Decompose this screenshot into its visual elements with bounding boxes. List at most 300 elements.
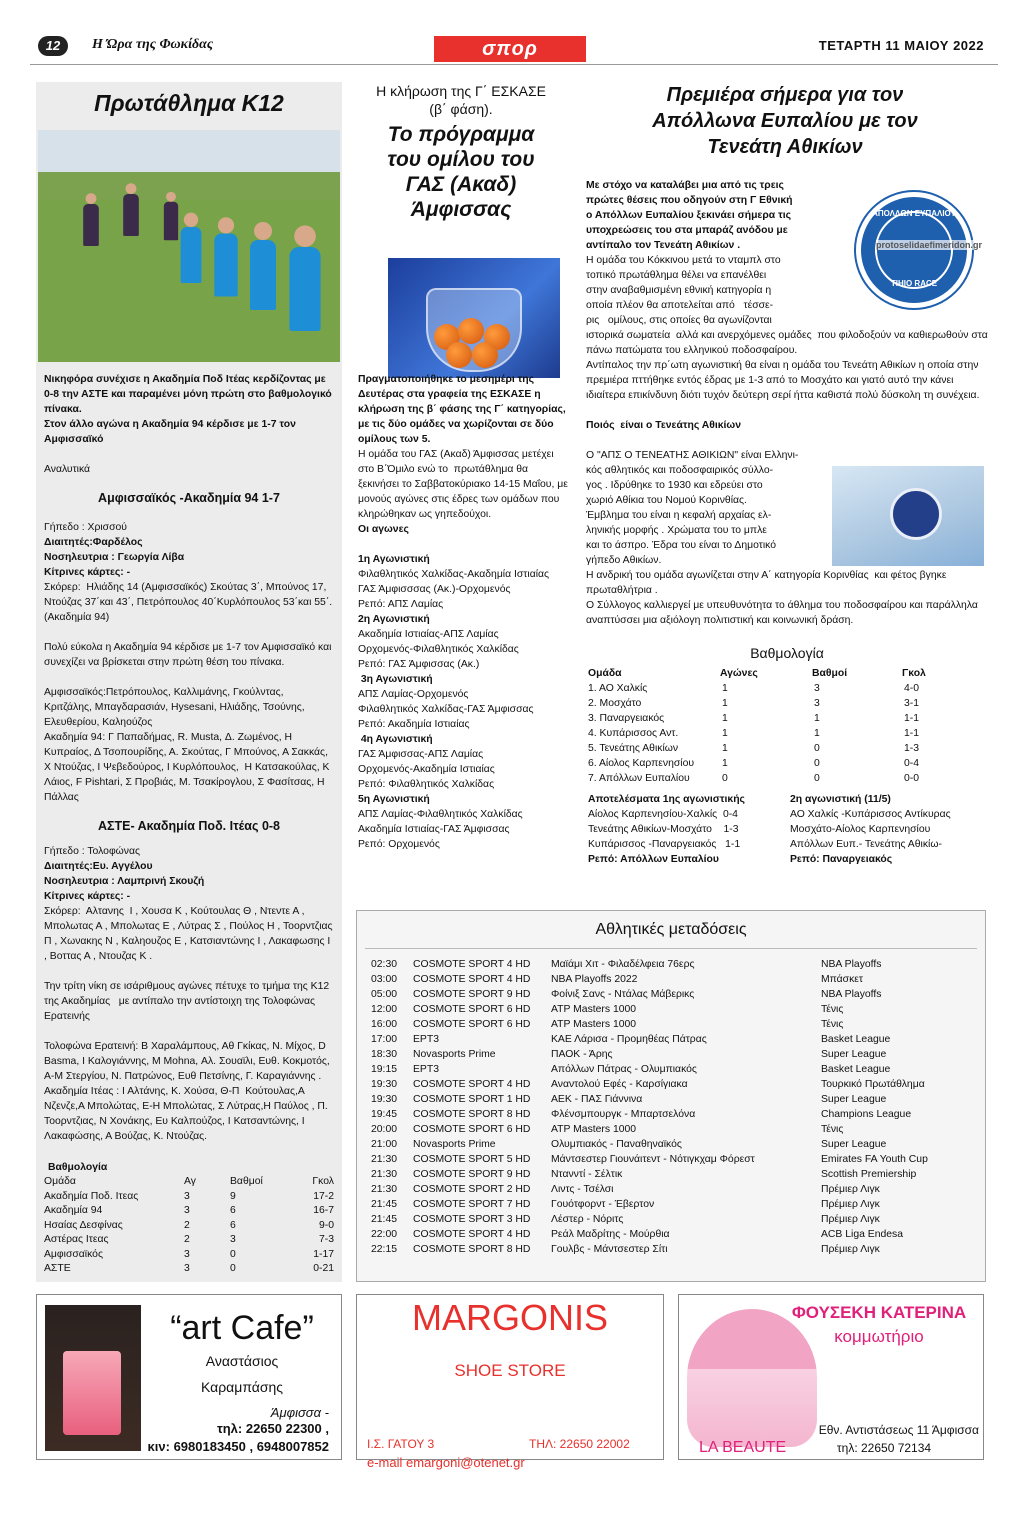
list-item: Ακαδημία Ιστιαίας-ΑΠΣ Λαμίας — [358, 629, 499, 640]
table-cell: COSMOTE SPORT 6 HD — [413, 1004, 531, 1015]
table-cell: COSMOTE SPORT 6 HD — [413, 1124, 531, 1135]
table-cell: Μάντσεστερ Γιουνάιτεντ - Νότιγκχαμ Φόρεστ — [551, 1154, 755, 1165]
table-cell: 7-3 — [318, 1234, 334, 1245]
player-figure — [181, 227, 202, 283]
margonis-name: MARGONIS — [411, 1297, 608, 1338]
eskase-p3: Οι αγωνες — [358, 524, 409, 535]
k12-intro: Στον άλλο αγώνα η Ακαδημία 94 κέρδισε με 1-7 τον Αμφισσαϊκό — [44, 419, 299, 445]
table-cell: Αναντολού Εφές - Καρσίγιακα — [551, 1079, 688, 1090]
table-cell: 22:15 — [371, 1244, 398, 1255]
match2-nurse: Νοσηλευτρια : Λαμπρινή Σκουζή — [44, 876, 205, 887]
tv-title: Αθλητικές μεταδόσεις — [365, 911, 977, 949]
table-row — [586, 741, 988, 756]
list-item: ΑΟ Χαλκίς -Κυπάρισσος Αντίκυρας — [790, 809, 951, 820]
table-cell: Τένις — [821, 1019, 844, 1030]
table-cell: 1 — [722, 683, 728, 694]
apollon-p3: Αντίπαλος την πρ΄ωτη αγωνιστική θα είναι η ομάδα του Τενεάτη Αθικίων η οποία στην πρεμιέρα πττήθηκε εντός έδρας με 1-3 από το Μοσχάτο και γιατό αυτό την κάνει ιδιαίτερα επικίνδυνη διότι τυχόν δεύτερη σερί ήττα καθιστά πολύ δύσκολη τη συνέχεια. — [586, 360, 982, 401]
list-item: Ορχομενός-Φιλαθλητικός Χαλκίδας — [358, 644, 519, 655]
round-block — [358, 552, 568, 612]
table-cell: Champions League — [821, 1109, 912, 1120]
art-city: Άμφισσα - — [270, 1405, 329, 1420]
table-header — [586, 666, 988, 681]
eskase-kicker: Η κλήρωση της Γ΄ ΕΣΚΑΣΕ (β΄ φάση). — [376, 83, 546, 117]
results-repo: Ρεπό: Απόλλων Ευπαλίου — [588, 854, 719, 865]
table-cell: 3. Παναργειακός — [588, 713, 665, 724]
table-cell: 21:30 — [371, 1154, 398, 1165]
table-cell: 1 — [814, 728, 820, 739]
table-cell: NBA Playoffs — [821, 959, 882, 970]
match2-title: ΑΣΤΕ- Ακαδημία Ποδ. Ιτέας 0-8 — [97, 819, 281, 833]
table-cell: 0 — [814, 758, 820, 769]
table-row — [357, 1167, 985, 1182]
table-cell: 1-1 — [904, 728, 920, 739]
table-row — [357, 1137, 985, 1152]
eskase-body — [358, 372, 571, 852]
tv-rows — [357, 949, 985, 1257]
issue-date: ΤΕΤΑΡΤΗ 11 ΜΑΙΟΥ 2022 — [818, 38, 984, 53]
round-block — [358, 732, 568, 792]
logo-subtext: ΤΙΗΙΟ RACE — [890, 279, 938, 288]
apollon-standings-table — [586, 666, 988, 786]
match1-nurse: Νοσηλευτρια : Γεωργία Λίβα — [44, 552, 185, 563]
list-item: Τενεάτης Αθικίων-Μοσχάτο 1-3 — [588, 824, 739, 835]
table-cell: Super League — [821, 1094, 887, 1105]
round-block — [358, 612, 568, 672]
table-cell: 20:00 — [371, 1124, 398, 1135]
table-row — [586, 711, 988, 726]
table-cell: Λιντς - Τσέλσι — [551, 1184, 614, 1195]
ad-art-cafe — [36, 1294, 342, 1460]
table-cell: Λέστερ - Νόριτς — [551, 1214, 624, 1225]
table-cell: COSMOTE SPORT 9 HD — [413, 1169, 531, 1180]
table-cell: 3-1 — [904, 698, 920, 709]
list-item: Ρεπό: ΑΠΣ Λαμίας — [358, 599, 444, 610]
table-cell: Γκολ — [902, 668, 926, 679]
table-cell: 3 — [184, 1190, 190, 1202]
table-row — [357, 1077, 985, 1092]
table-cell: COSMOTE SPORT 9 HD — [413, 989, 531, 1000]
table-cell: COSMOTE SPORT 4 HD — [413, 974, 531, 985]
margonis-address: Ι.Σ. ΓΑΤΟΥ 3 — [367, 1437, 435, 1451]
table-cell: 19:15 — [371, 1064, 398, 1075]
table-cell: 2 — [184, 1219, 190, 1231]
player-figure — [164, 202, 178, 241]
table-cell: 9-0 — [318, 1219, 334, 1231]
table-row — [357, 1212, 985, 1227]
match1-title: Αμφισσαϊκός -Ακαδημία 94 1-7 — [98, 491, 280, 505]
fouseki-phone: τηλ: 22650 72134 — [836, 1441, 932, 1455]
table-cell: 0-0 — [904, 773, 920, 784]
match2-yellow: Κίτρινες κάρτες: - — [44, 891, 131, 902]
table-row — [44, 1248, 334, 1263]
match2-lineup-a: Τολοφώνα Ερατεινή: Β Χαραλάμπους, Αθ Γκίκας, Ν. Μίχος, D Basma, Ι Καλογιάννης, Μ Mohna, Αλ. Σουαϊλι, Ευθ. Κοκμοτός, Α-Μ Στεργίου, Ν. Πατρώνος, Ευθ Πετσίνης, Γ. Καραγιάννης . — [44, 1041, 333, 1082]
table-cell: ΠΑΟΚ - Άρης — [551, 1049, 613, 1060]
fouseki-sub: κομμωτήριο — [834, 1327, 924, 1346]
apollon-p7: Ο Σύλλογος καλλιεργεί με υπευθυνότητα το άθλημα του ποδοσφαίρου και παράλληλα αναπτύσσει μια αξιόλογη πολιτιστική και κοινωνική δράση. — [586, 600, 981, 626]
table-cell: Μαϊάμι Χιτ - Φιλαδέλφεια 76ερς — [551, 959, 695, 970]
round-title: 2η Αγωνιστική — [358, 614, 430, 625]
table-cell: Γκολ — [312, 1176, 334, 1187]
match1-lineup-a: Αμφισσαϊκός:Πετρόπουλος, Καλλιμάνης, Γκούλντας, Κριτζάλης, Μπαγδαρασιάν, Hysesani, Ηλιάδης, Τσούνης, Ελευθερίου, Καληούζος — [44, 687, 308, 728]
next-round-title: 2η αγωνιστική (11/5) — [790, 794, 891, 805]
logo-text: ΑΠΟΛΛΩΝ ΕΥΠΑΛΙΟΥ — [872, 209, 956, 218]
table-cell: 3 — [184, 1205, 190, 1216]
table-cell: Πρέμιερ Λιγκ — [821, 1244, 880, 1255]
match1-scorers: Σκόρερ: Ηλιάδης 14 (Αμφισσαϊκός) Σκούτας 3΄, Μπούνος 17, Ντούζας 37΄και 43΄, Πετρόπουλος 40΄Κυρλόπουλος 53΄και 55΄.(Ακαδημία 94) — [44, 582, 333, 623]
table-cell: COSMOTE SPORT 6 HD — [413, 1019, 531, 1030]
k12-title: Πρωτάθλημα Κ12 — [94, 90, 284, 116]
margonis-sub: SHOE STORE — [454, 1361, 566, 1380]
fouseki-brand: LA BEAUTE — [699, 1439, 787, 1456]
header-divider — [30, 64, 998, 65]
table-cell: 6. Αίολος Καρπενησίου — [588, 758, 695, 769]
list-item: Αίολος Καρπενησίου-Χαλκίς 0-4 — [588, 809, 738, 820]
table-cell: Super League — [821, 1049, 887, 1060]
eskase-p2: Η ομάδα του ΓΑΣ (Ακαδ) Άμφισσας μετέχει στο Β΄Όμιλο ενώ το πρωτάθλημα θα ξεκινήσει το Σαββατοκύριακο 14-15 Μαΐου, με μονούς αγώνες στις έδρες των ομάδων που κληρώθηκαν ως γηπεδούχοι. — [358, 449, 571, 520]
match2-text: Την τρίτη νίκη σε ισάριθμους αγώνες πέτυχε το τμήμα της Κ12 της Ακαδημίας με αντίπαλο την αντίστοιχη της Τολοφώνας Ερατεινής — [44, 981, 333, 1022]
table-cell: ΕΡΤ3 — [413, 1034, 439, 1045]
art-owner-last: Καραμπάσης — [200, 1379, 284, 1395]
table-cell: Αγ — [184, 1176, 196, 1187]
table-cell: Ακαδημία 94 — [44, 1205, 103, 1216]
art-cafe-name: “art Cafe” — [170, 1309, 314, 1347]
table-cell: COSMOTE SPORT 2 HD — [413, 1184, 531, 1195]
table-cell: Γουλβς - Μάντσεστερ Σίτι — [551, 1244, 668, 1255]
match2-scorers: Σκόρερ: Αλτανης Ι , Χουσα Κ , Κούτουλας Θ , Ντεντε Α , Μπολωτας Α , Μπολωτας Ε , Λύτρας Σ , Πούλος Η , Τοορντζιας Π , Χωνακης Ν , Καληουζος Ε , Κατσιαντώνης Ι , Λακαφωσης Ι , Βοττας Α , Ντουζας Κ . — [44, 906, 336, 962]
table-cell: 7. Απόλλων Ευπαλίου — [588, 773, 690, 784]
list-item: Μοσχάτο-Αίολος Καρπενησίου — [790, 824, 931, 835]
table-cell: 0 — [722, 773, 728, 784]
list-item: ΑΠΣ Λαμίας-Ορχομενός — [358, 689, 469, 700]
list-item: Απόλλων Ευπ.- Τενεάτης Αθικίω- — [790, 839, 942, 850]
table-cell: 17-2 — [313, 1190, 334, 1202]
table-cell: 21:30 — [371, 1169, 398, 1180]
table-cell: ATP Masters 1000 — [551, 1019, 637, 1030]
table-row — [586, 771, 988, 786]
tv-listings — [356, 910, 986, 1282]
table-cell: ATP Masters 1000 — [551, 1004, 637, 1015]
table-cell: 4-0 — [904, 683, 920, 694]
table-row — [586, 696, 988, 711]
table-cell: Ομάδα — [44, 1176, 76, 1187]
match2-lineup-b: Ακαδημία Ιτέας : Ι Αλτάνης, Κ. Χούσα, Θ-Π Κούτουλας,Α Νζενζε,Α Μπολώτας, Ε-Η Μπολώτας, Σ Λύτρας,Η Παύλος , Π. Τοορντζιας, Ν Χονάκης, Ευ Καλπούζος, Ι Κατσαντώνης, Ι Λακαφώσης, Α Βούζας, Κ. Ντούζας. — [44, 1086, 331, 1142]
list-item: Ρεπό: Φιλαθλητικός Χαλκίδας — [358, 779, 495, 790]
k12-intro: Νικηφόρα συνέχισε η Ακαδημία Ποδ Ιτέας κερδίζοντας με 0-8 την ΑΣΤΕ και παραμένει μόνη πρώτη στο βαθμολογικό πίνακα. — [44, 374, 335, 415]
player-figure — [214, 234, 237, 297]
basketball-icon — [446, 342, 472, 368]
table-cell: COSMOTE SPORT 1 HD — [413, 1094, 531, 1105]
table-cell: Τένις — [821, 1004, 844, 1015]
list-item: Φιλαθλητικός Χαλκίδας-ΓΑΣ Άμφισσας — [358, 704, 534, 715]
table-cell: COSMOTE SPORT 3 HD — [413, 1214, 531, 1225]
table-row — [357, 957, 985, 972]
table-cell: 12:00 — [371, 1004, 398, 1015]
table-cell: 3 — [184, 1248, 190, 1260]
table-cell: 3 — [184, 1263, 190, 1274]
table-cell: 02:30 — [371, 959, 398, 970]
k12-body — [44, 372, 334, 1277]
table-row — [357, 1227, 985, 1242]
table-cell: 6 — [230, 1205, 236, 1216]
basketball-icon — [458, 318, 484, 344]
art-phone: τηλ: 22650 22300 , — [216, 1421, 329, 1436]
table-cell: 16:00 — [371, 1019, 398, 1030]
match2-referee: Διαιτητές:Ευ. Αγγέλου — [44, 861, 153, 872]
table-cell: Αστέρας Ιτεας — [44, 1234, 109, 1245]
list-item: Ρεπό: Ορχομενός — [358, 839, 440, 850]
table-cell: Ολυμπιακός - Παναθηναϊκός — [551, 1139, 682, 1150]
table-cell: 0-4 — [904, 758, 920, 769]
table-row — [44, 1219, 334, 1234]
table-cell: 21:30 — [371, 1184, 398, 1195]
round-title: 5η Αγωνιστική — [358, 794, 430, 805]
table-cell: 21:00 — [371, 1139, 398, 1150]
table-cell: 17:00 — [371, 1034, 398, 1045]
table-cell: 6 — [230, 1219, 236, 1231]
next-round-repo: Ρεπό: Παναργειακός — [790, 854, 893, 865]
k12-standings-title: Βαθμολογία — [48, 1162, 108, 1173]
list-item: Ορχομενός-Ακαδημία Ιστιαίας — [358, 764, 495, 775]
newspaper-name: Η Ώρα της Φωκίδας — [92, 37, 214, 52]
table-cell: 16-7 — [313, 1205, 334, 1216]
table-cell: 0 — [814, 773, 820, 784]
table-cell: 1-3 — [904, 743, 920, 754]
table-cell: ΚΑΕ Λάρισα - Προμηθέας Πάτρας — [551, 1034, 707, 1045]
table-cell: 9 — [230, 1190, 236, 1202]
art-mobile: κιν: 6980183450 , 6948007852 — [147, 1439, 329, 1454]
next-round-block — [790, 792, 990, 867]
table-cell: 1. ΑΟ Χαλκίς — [588, 683, 648, 694]
margonis-email: e-mail emargoni@otenet.gr — [367, 1455, 525, 1470]
apollon-standings-title: Βαθμολογία — [750, 645, 824, 661]
table-cell: Μπάσκετ — [821, 974, 864, 985]
table-header — [44, 1175, 334, 1190]
table-cell: 2. Μοσχάτο — [588, 698, 642, 709]
table-cell: Πρέμιερ Λιγκ — [821, 1214, 880, 1225]
eskase-article — [356, 82, 571, 850]
cocktail-glass — [63, 1351, 121, 1435]
table-cell: COSMOTE SPORT 5 HD — [413, 1154, 531, 1165]
eskase-p1: Πραγματοποιήθηκε το μεσημέρι της Δευτέρας στα γραφεία της ΕΣΚΑΣΕ η κλήρωση της β΄ φάσης της Γ΄ κατηγορίας, με τις δύο ομάδες να χωρίζονται σε δύο ομίλους των 5. — [358, 374, 569, 445]
table-cell: COSMOTE SPORT 8 HD — [413, 1244, 531, 1255]
table-cell: Τουρκικό Πρωτάθλημα — [821, 1079, 925, 1090]
table-cell: NBA Playoffs — [821, 989, 882, 1000]
rounds-block — [586, 792, 988, 868]
table-row — [357, 1062, 985, 1077]
table-cell: Ακαδημία Ποδ. Ιτεας — [44, 1190, 139, 1202]
watermark: protoselidaefimeridon.gr — [876, 240, 983, 250]
table-cell: 1 — [722, 728, 728, 739]
table-row — [357, 1092, 985, 1107]
table-cell: COSMOTE SPORT 4 HD — [413, 959, 531, 970]
table-cell: 1-17 — [313, 1248, 334, 1260]
apollon-p5: Έμβλημα του είναι η κεφαλή αρχαίας ελ- ληνικής μορφής . Χρώματα του το μπλε και το άσπρο. Έδρα του είναι το Δημοτικό γήπεδο Αθικίων. — [586, 510, 776, 566]
table-cell: Πρέμιερ Λιγκ — [821, 1199, 880, 1210]
round-block — [358, 792, 568, 852]
page-number: 12 — [38, 36, 68, 56]
table-cell: Ντανντί - Σέλτικ — [551, 1169, 623, 1180]
table-cell: 3 — [814, 683, 820, 694]
list-item: Φιλαθλητικός Χαλκίδας-Ακαδημία Ιστιαίας — [358, 569, 550, 580]
table-row — [357, 1152, 985, 1167]
table-cell: 5. Τενεάτης Αθικίων — [588, 743, 679, 754]
table-cell: Τένις — [821, 1124, 844, 1135]
round-title: 4η Αγωνιστική — [358, 734, 433, 745]
table-cell: 19:30 — [371, 1094, 398, 1105]
table-cell: 0-21 — [313, 1263, 334, 1274]
table-row — [357, 1002, 985, 1017]
table-cell: Ομάδα — [588, 668, 622, 679]
table-cell: Ησαίας Δεσφίνας — [44, 1219, 123, 1231]
player-figure — [250, 240, 276, 310]
table-cell: Scottish Premiership — [821, 1169, 917, 1180]
k12-photo — [38, 130, 340, 362]
table-cell: 1 — [722, 698, 728, 709]
table-cell: NBA Playoffs 2022 — [551, 974, 638, 985]
apollon-body — [586, 178, 991, 868]
basketball-icon — [472, 342, 498, 368]
apollon-article — [584, 82, 991, 865]
table-cell: COSMOTE SPORT 4 HD — [413, 1229, 531, 1240]
section-label: σπορ — [434, 36, 586, 62]
table-cell: Emirates FA Youth Cup — [821, 1154, 928, 1165]
table-cell: 21:45 — [371, 1199, 398, 1210]
table-row — [586, 726, 988, 741]
table-row — [44, 1204, 334, 1219]
table-row — [357, 1017, 985, 1032]
table-cell: Φλένσμπουργκ - Μπαρτσελόνα — [551, 1109, 696, 1120]
table-cell: Βαθμοί — [230, 1176, 263, 1187]
table-cell: 1-1 — [904, 713, 920, 724]
table-cell: COSMOTE SPORT 4 HD — [413, 1079, 531, 1090]
round-title: 1η Αγωνιστική — [358, 554, 430, 565]
player-figure — [83, 204, 99, 246]
cocktail-photo — [45, 1305, 141, 1451]
apollon-who: Ποιός είναι ο Τενεάτης Αθικίων — [586, 420, 741, 431]
table-cell: 03:00 — [371, 974, 398, 985]
table-cell: 0 — [230, 1248, 236, 1260]
table-cell: Φοίνιξ Σανς - Ντάλας Μάβερικς — [551, 989, 695, 1000]
list-item: Κυπάρισσος -Παναργειακός 1-1 — [588, 839, 741, 850]
table-row — [586, 681, 988, 696]
apollon-p2b: ιστορικά σωματεία αλλά και ανερχόμενες ομάδες που φιλοδοξούν να καθιερωθούν στα πάνω πατώματα του ελληνικού ποδοσφαίρου. — [586, 330, 991, 356]
table-cell: Ρεάλ Μαδρίτης - Μούρθια — [551, 1229, 670, 1240]
table-cell: Novasports Prime — [413, 1049, 496, 1060]
table-row — [357, 1182, 985, 1197]
apollon-title: Πρεμιέρα σήμερα για τον Απόλλωνα Ευπαλίου με τον Τενεάτη Αθικίων — [652, 84, 918, 158]
table-cell: Γουότφορντ - Έβερτον — [551, 1199, 655, 1210]
list-item: ΓΑΣ Άμφισσσας (Ακ.)-Ορχομενός — [358, 584, 511, 595]
table-cell: Basket League — [821, 1034, 891, 1045]
apollon-p2: Η ομάδα του Κόκκινου μετά το νταμπλ στο τοπικό πρωτάθλημα θέλει να επανέλθει στην αναβαθμισμένη εθνική κατηγορία η οποία πλέον θα αποτελείται από τέσσε- ρις ομίλους, στις οποίες θα αγωνίζονται — [586, 255, 781, 326]
table-cell: ACB Liga Endesa — [821, 1229, 904, 1240]
table-cell: 0 — [814, 743, 820, 754]
list-item: Ακαδημία Ιστιαίας-ΓΑΣ Άμφισσας — [358, 824, 510, 835]
match1-text: Πολύ εύκολα η Ακαδημία 94 κέρδισε με 1-7 τον Αμφισσαϊκό και συνεχίζει να βρίσκεται στην πρώτη θέση του πίνακα. — [44, 642, 335, 668]
match2-stadium: Γήπεδο : Τολοφώνας — [44, 846, 141, 857]
table-row — [357, 1242, 985, 1257]
table-cell: ATP Masters 1000 — [551, 1124, 637, 1135]
apollon-p6: Η ανδρική του ομάδα αγωνίζεται στην Α΄ κατηγορία Κορινθίας και φέτος βγηκε πρωταθλήτρια . — [586, 570, 950, 596]
match1-yellow: Κίτρινες κάρτες: - — [44, 567, 131, 578]
margonis-phone: ΤΗΛ: 22650 22002 — [529, 1437, 630, 1451]
player-figure — [123, 194, 139, 236]
match1-lineup-b: Ακαδημία 94: Γ Παπαδήμας, R. Musta, Δ. Ζωμένος, Η Κυπραίος, Δ Τσοπουρίδης, Α. Σκούτας, Γ Μπούνος, Α Σακκάς, Χ Ντούζας, Ι Ψεβεδούρος, Ι Κυρλόπουλος, Η Κατσακούλας, Κ Λάιος, F Pishtari, Σ Προβιάς, Μ. Τσακίρογλου, Σ Φασίτσας, Η Πάλλας — [44, 732, 332, 803]
table-cell: 2 — [184, 1234, 190, 1245]
fouseki-name: ΦΟΥΣΕΚΗ ΚΑΤΕΡΙΝΑ — [791, 1303, 967, 1322]
k12-article — [36, 82, 342, 1282]
table-cell: COSMOTE SPORT 7 HD — [413, 1199, 531, 1210]
eskase-title: Το πρόγραμμα του ομίλου του ΓΑΣ (Ακαδ) Άμφισσας — [387, 123, 535, 221]
table-cell: 22:00 — [371, 1229, 398, 1240]
results-title: Αποτελέσματα 1ης αγωνιστικής — [588, 794, 745, 805]
list-item: Ρεπό: Ακαδημία Ιστιαίας — [358, 719, 470, 730]
table-cell: 1 — [722, 758, 728, 769]
player-figure — [289, 247, 320, 331]
table-cell: ΑΕΚ - ΠΑΣ Γιάννινα — [551, 1094, 643, 1105]
table-cell: ΑΣΤΕ — [44, 1263, 71, 1274]
list-item: ΓΑΣ Άμφισσας-ΑΠΣ Λαμίας — [358, 749, 484, 760]
round-title: 3η Αγωνιστική — [358, 674, 433, 685]
table-cell: Απόλλων Πάτρας - Ολυμπιακός — [551, 1064, 697, 1075]
table-cell: 0 — [230, 1263, 236, 1274]
table-row — [357, 1047, 985, 1062]
k12-analytika: Αναλυτικά — [44, 464, 91, 475]
ad-margonis — [356, 1294, 664, 1470]
art-owner-first: Αναστάσιος — [205, 1353, 279, 1369]
table-row — [357, 1032, 985, 1047]
table-row — [44, 1190, 334, 1205]
table-row — [357, 1107, 985, 1122]
table-cell: Super League — [821, 1139, 887, 1150]
apollon-p4: Ο "ΑΠΣ Ο ΤΕΝΕΑΤΗΣ ΑΘΙΚΙΩΝ" είναι Ελληνι- κός αθλητικός και ποδοσφαιρικός σύλλο- γος . Ιδρύθηκε το 1930 και εδρεύει στο χωριό Αθίκια του Νομού Κορινθίας. — [586, 450, 799, 506]
table-cell: 1 — [814, 713, 820, 724]
draw-photo — [388, 258, 560, 378]
k12-standings-table — [44, 1175, 334, 1277]
table-cell: 1 — [722, 713, 728, 724]
round-block — [358, 672, 568, 732]
table-row — [357, 987, 985, 1002]
table-row — [357, 1122, 985, 1137]
results-block — [588, 792, 788, 867]
table-cell: COSMOTE SPORT 8 HD — [413, 1109, 531, 1120]
list-item: ΑΠΣ Λαμίας-Φιλαθλητικός Χαλκίδας — [358, 809, 523, 820]
match1-referee: Διαιτητές:Φαρδέλος — [44, 537, 143, 548]
table-cell: 18:30 — [371, 1049, 398, 1060]
fouseki-address: Εθν. Αντιστάσεως 11 Άμφισσα — [818, 1423, 979, 1437]
table-cell: 4. Κυπάρισσος Αντ. — [588, 728, 679, 739]
draw-bowl — [426, 288, 522, 372]
table-cell: 19:30 — [371, 1079, 398, 1090]
table-cell: Βαθμοί — [812, 668, 848, 679]
table-row — [44, 1262, 334, 1277]
table-cell: 3 — [230, 1234, 236, 1245]
table-cell: Novasports Prime — [413, 1139, 496, 1150]
table-cell: Αμφισσαϊκός — [44, 1248, 103, 1260]
table-row — [44, 1233, 334, 1248]
match1-stadium: Γήπεδο : Χρισσού — [44, 522, 127, 533]
table-cell: Πρέμιερ Λιγκ — [821, 1184, 880, 1195]
table-cell: ΕΡΤ3 — [413, 1064, 439, 1075]
table-cell: 05:00 — [371, 989, 398, 1000]
table-cell: Αγώνες — [720, 668, 758, 679]
table-cell: 19:45 — [371, 1109, 398, 1120]
table-row — [357, 1197, 985, 1212]
apollon-p1: Με στόχο να καταλάβει μια από τις τρεις πρώτες θέσεις που οδηγούν στη Γ Εθνική ο Απόλλων Ευπαλίου ξεκινάει σήμερα τις υποχρεώσεις του στα μπαράζ ανόδου με αντίπαλο τον Τενεάτη Αθικίων . — [586, 180, 793, 251]
table-cell: 3 — [814, 698, 820, 709]
list-item: Ρεπό: ΓΑΣ Άμφισσας (Ακ.) — [358, 659, 480, 670]
table-cell: Basket League — [821, 1064, 891, 1075]
